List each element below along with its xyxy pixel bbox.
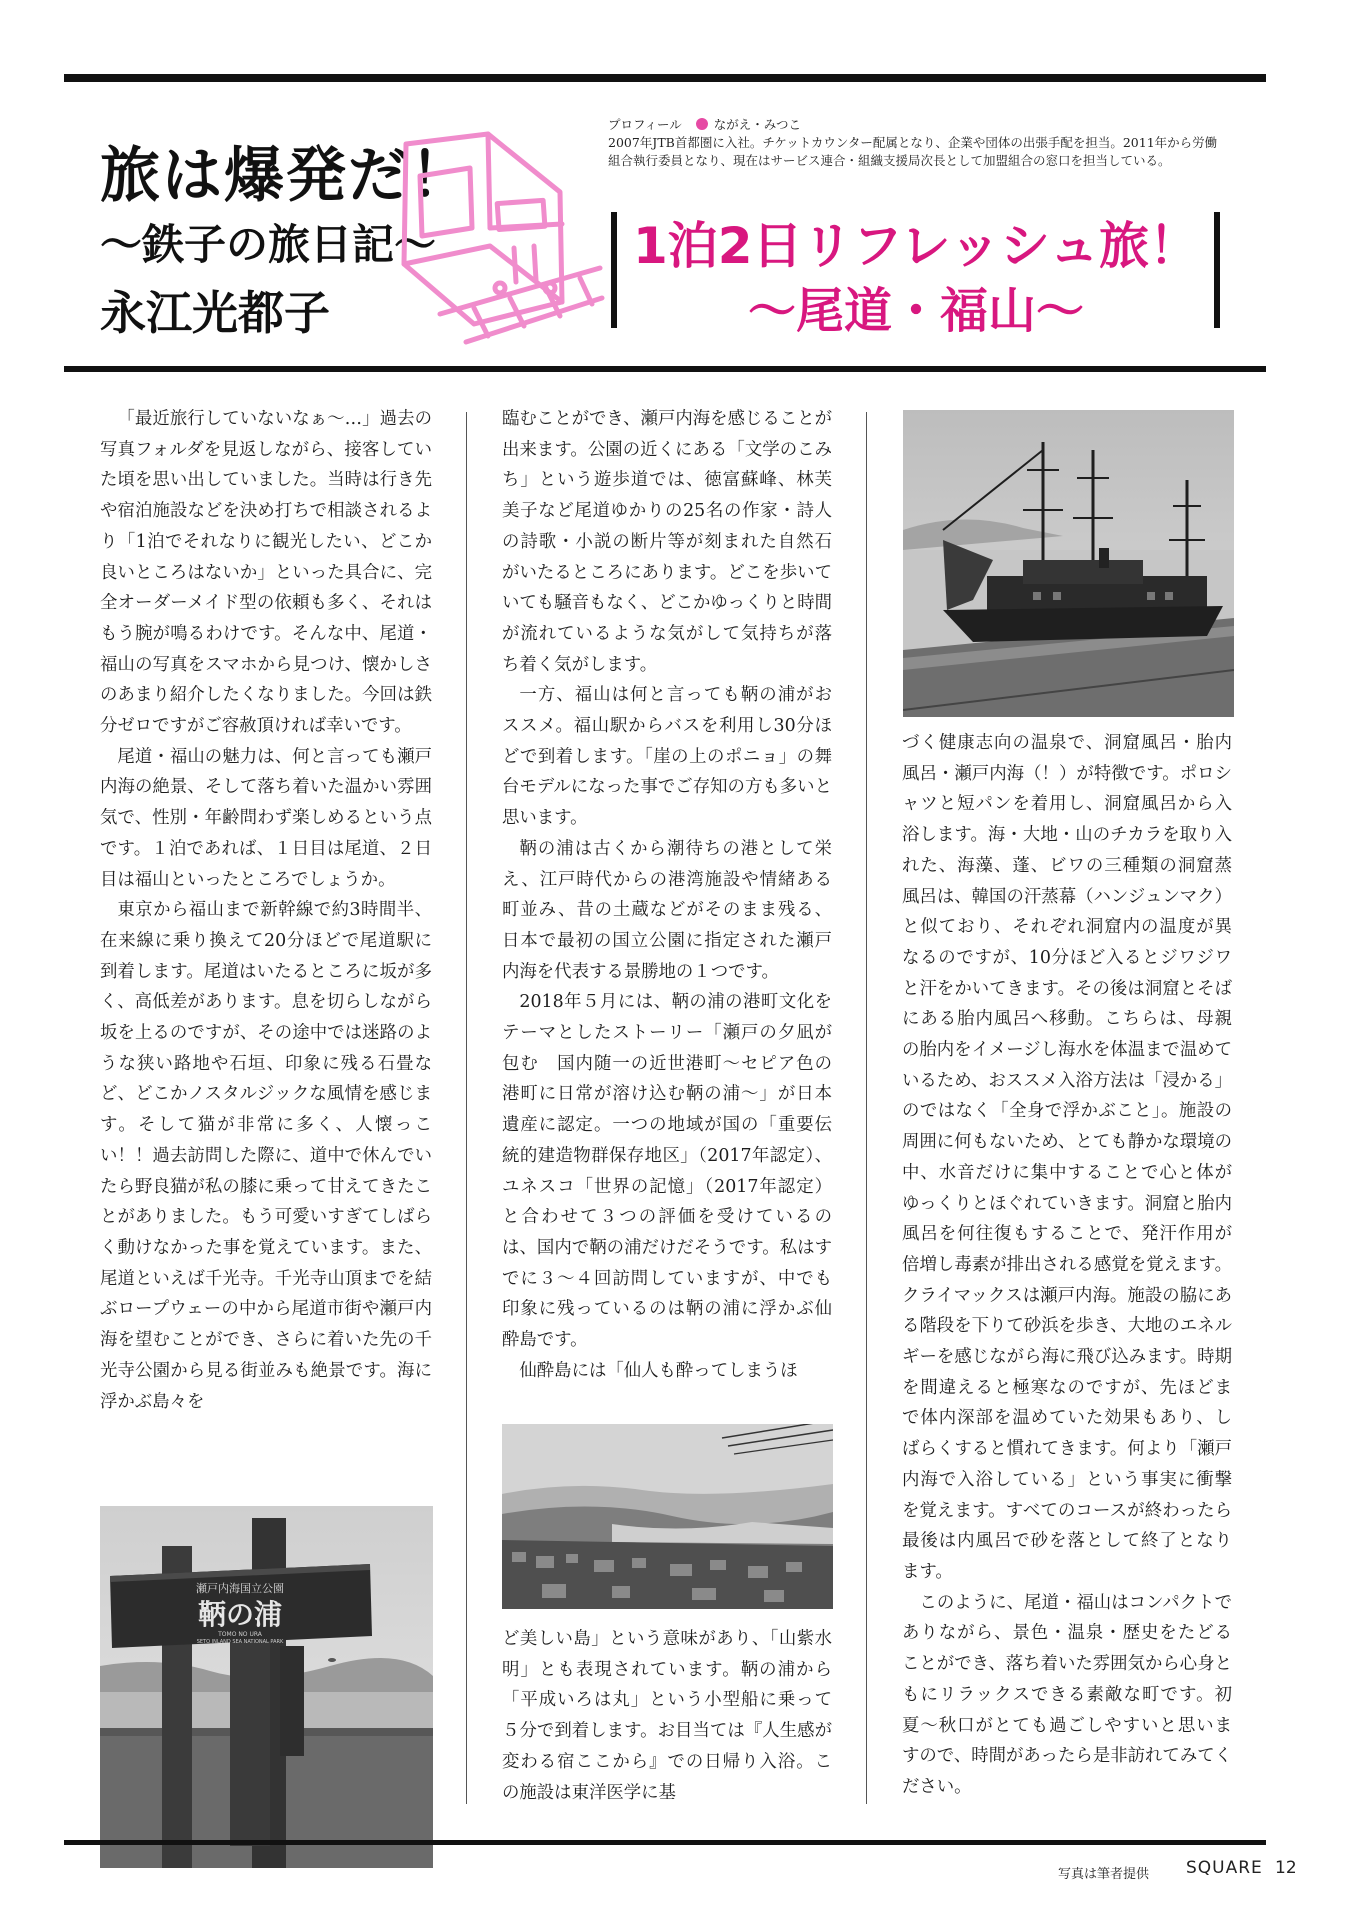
- column-divider: [866, 412, 867, 1804]
- bottom-rule: [64, 1840, 1266, 1845]
- paragraph: 臨むことができ、瀬戸内海を感じることが出来ます。公園の近くにある「文学のこみち」という遊歩道では、徳富蘇峰、林芙美子など尾道ゆかりの25名の作家・詩人の詩歌・小説の断片等が刻まれた自然石がいたるところにあります。どこを歩いていても騒音もなく、どこかゆっくりと時間が流れているような気がして気持ちが落ち着く気がします。: [502, 409, 832, 675]
- paragraph: 2018年５月には、鞆の浦の港町文化をテーマとしたストーリー「瀬戸の夕凪が包む 国内随一の近世港町〜セピア色の港町に日常が溶け込む鞆の浦〜」が日本遺産に認定。一つの地域が国の「重要伝統的建造物群保存地区」（2017年認定）、ユネスコ「世界の記憶」（2017年認定）と合わせて３つの評価を受けているのは、国内で鞆の浦だけだそうです。私はすでに３〜４回訪問していますが、中でも印象に残っているのは鞆の浦に浮かぶ仙酔島です。: [502, 992, 832, 1351]
- series-title: 旅は爆発だ！: [100, 141, 472, 211]
- photo-credit: 写真は筆者提供: [1058, 1867, 1150, 1882]
- article-subtitle: 〜尾道・福山〜: [747, 283, 1084, 339]
- series-subtitle: 〜鉄子の旅日記〜: [100, 220, 437, 269]
- paragraph: 鞆の浦は古くから潮待ちの港として栄え、江戸時代からの港湾施設や情緒ある町並み、昔の土蔵などがそのまま残る、日本で最初の国立公園に指定された瀬戸内海を代表する景勝地の１つです。: [502, 838, 832, 982]
- body-column-1: [100, 404, 432, 1417]
- paragraph: 東京から福山まで新幹線で約3時間半、在来線に乗り換えて20分ほどで尾道駅に到着します。尾道はいたるところに坂が多く、高低差があります。息を切らしながら坂を上るのですが、その途中では迷路のような狭い路地や石垣、印象に残る石畳など、どこかノスタルジックな風情を感じます。そして猫が非常に多く、人懐っこい！！過去訪問した際に、道中で休んでいたら野良猫が私の膝に乗って甘えてきたことがありました。もう可愛いすぎてしばらく動けなかった事を覚えています。また、尾道といえば千光寺。千光寺山頂までを結ぶロープウェーの中から尾道市街や瀬戸内海を望むことができ、さらに着いた先の千光寺公園から見る街並みも絶景です。海に浮かぶ島々を: [100, 900, 432, 1412]
- title-bar-right: [1214, 212, 1220, 328]
- top-rule: [64, 74, 1266, 82]
- paragraph: づく健康志向の温泉で、洞窟風呂・胎内風呂・瀬戸内海（！）が特徴です。ポロシャツと短パンを着用し、洞窟風呂から入浴します。海・大地・山のチカラを取り入れた、海藻、蓬、ビワの三種類の洞窟蒸風呂は、韓国の汗蒸幕（ハンジュンマク）と似ており、それぞれ洞窟内の温度が異なるのですが、10分ほど入るとジワジワと汗をかいてきます。その後は洞窟とそばにある胎内風呂へ移動。こちらは、母親の胎内をイメージし海水を体温まで温めているため、おススメ入浴方法は「浸かる」のではなく「全身で浮かぶこと」。施設の周囲に何もないため、とても静かな環境の中、水音だけに集中することで心と体がゆっくりとほぐれていきます。洞窟と胎内風呂を何往復もすることで、発汗作用が倍増し毒素が排出される感覚を覚えます。クライマックスは瀬戸内海。施設の脇にある階段を下りて砂浜を歩き、大地のエネルギーを感じながら海に飛び込みます。時期を間違えると極寒なのですが、先ほどまで体内深部を温めていた効果もあり、しばらくすると慣れてきます。何より「瀬戸内海で入浴している」という事実に衝撃を覚えます。すべてのコースが終わったら最後は内風呂で砂を落として終了となります。: [902, 733, 1232, 1582]
- train-icon: [370, 128, 610, 352]
- bullet-dot-icon: [696, 118, 708, 130]
- column-divider: [466, 412, 467, 1804]
- paragraph: このように、尾道・福山はコンパクトでありながら、景色・温泉・歴史をたどることができ、落ち着いた雰囲気から心身ともにリラックスできる素敵な町です。初夏〜秋口がとても過ごしやすいと思いますので、時間があったら是非訪れてみてください。: [902, 1592, 1232, 1797]
- body-column-2-cont: [502, 1624, 832, 1808]
- author-profile: [608, 116, 1228, 170]
- paragraph: 一方、福山は何と言っても鞆の浦がおススメ。福山駅からバスを利用し30分ほどで到着します。「崖の上のポニョ」の舞台モデルになった事でご存知の方も多いと思います。: [502, 685, 832, 829]
- article-title: 1泊2日リフレッシュ旅！: [632, 217, 1200, 275]
- profile-text: 2007年JTB首都圏に入社。チケットカウンター配属となり、企業や団体の出張手配を担当。2011年から労働組合執行委員となり、現在はサービス連合・組織支援局次長として加盟組合の窓口を担当している。: [608, 135, 1218, 168]
- paragraph: ど美しい島」という意味があり、「山紫水明」とも表現されています。鞆の浦から「平成いろは丸」という小型船に乗って５分で到着します。お目当ては『人生感が変わる宿ここから』での日帰り入浴。この施設は東洋医学に基: [502, 1629, 832, 1803]
- tomonoura-sign-photo: [100, 1506, 433, 1868]
- title-bar-left: [611, 212, 617, 328]
- sign-main-text: 鞆の浦: [197, 1598, 283, 1631]
- body-column-3: [902, 728, 1232, 1803]
- sign-top-text: 瀬戸内海国立公園: [196, 1582, 284, 1595]
- paragraph: 「最近旅行していないなぁ〜…」過去の写真フォルダを見返しながら、接客していた頃を思い出していました。当時は行き先や宿泊施設などを決め打ちで相談されるより「1泊でそれなりに観光したい、どこか良いところはないか」といった具合に、完全オーダーメイド型の依頼も多く、それはもう腕が鳴るわけです。そんな中、尾道・福山の写真をスマホから見つけ、懐かしさのあまり紹介したくなりました。今回は鉄分ゼロですがご容赦頂ければ幸いです。: [100, 409, 432, 737]
- profile-name: ながえ・みつこ: [713, 117, 802, 132]
- page-number: 12: [1275, 1858, 1297, 1878]
- magazine-name: SQUARE: [1186, 1858, 1263, 1878]
- sign-en-text-2: SETO INLAND SEA NATIONAL PARK: [196, 1639, 284, 1645]
- irohamaru-ship-photo: [903, 410, 1234, 717]
- author-name: 永江光都子: [100, 286, 330, 340]
- profile-label: プロフィール: [608, 117, 682, 132]
- sign-en-text: TOMO NO URA: [218, 1631, 262, 1638]
- paragraph: 仙酔島には「仙人も酔ってしまうほ: [519, 1360, 798, 1381]
- profile-heading: [608, 116, 1228, 134]
- body-column-2: [502, 404, 832, 1387]
- header-rule: [64, 366, 1266, 372]
- paragraph: 尾道・福山の魅力は、何と言っても瀬戸内海の絶景、そして落ち着いた温かい雰囲気で、性別・年齢問わず楽しめるという点です。１泊であれば、１日目は尾道、２日目は福山といったところでしょうか。: [100, 746, 432, 890]
- onomichi-city-photo: [502, 1424, 833, 1609]
